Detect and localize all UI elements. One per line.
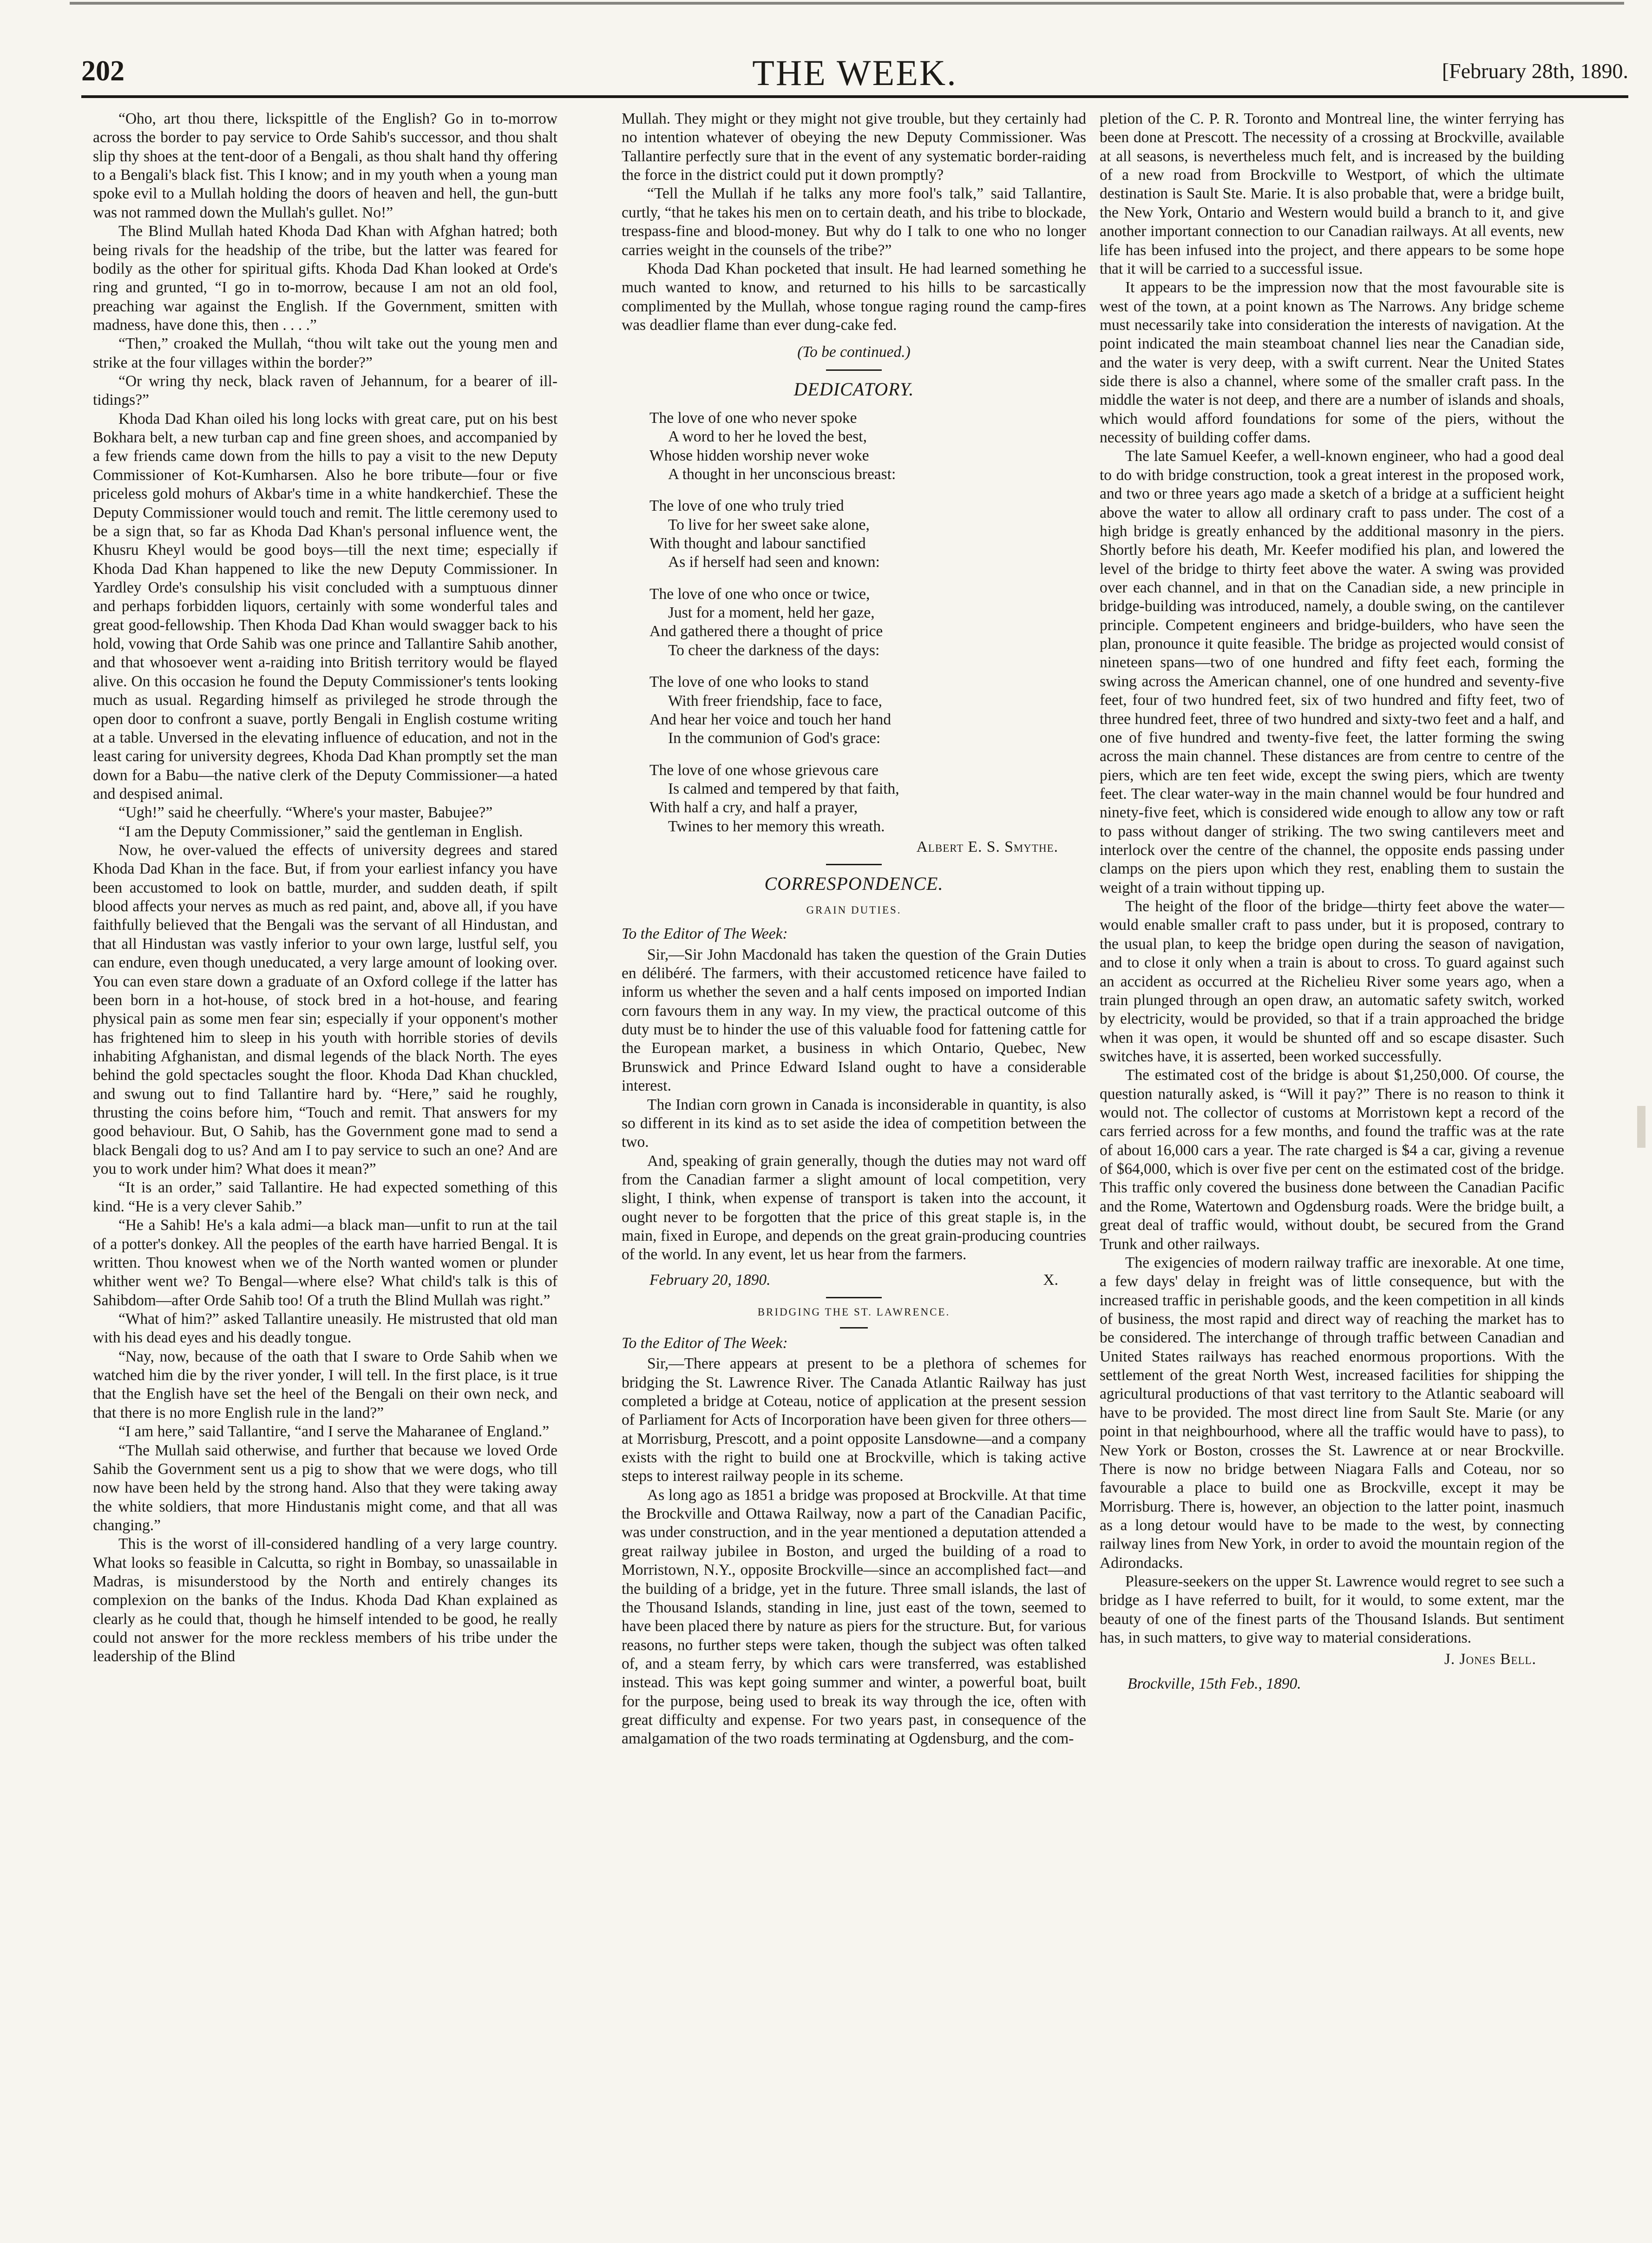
header-rule (81, 95, 1628, 98)
poem-stanza (649, 761, 1086, 836)
column-3 (1100, 110, 1564, 1693)
issue-date: [February 28th, 1890. (1442, 59, 1628, 83)
poem-stanza (649, 497, 1086, 572)
poem-stanza (649, 409, 1086, 484)
column-1 (93, 110, 557, 1666)
letter-title: BRIDGING THE ST. LAWRENCE. (757, 1306, 951, 1318)
correspondence-title: CORRESPONDENCE. (764, 873, 944, 895)
letter-paragraph: The exigencies of modern railway traffic are inexorable. At one time, a few days' delay in freight was of little consequence, but with the increased traffic in perishable goods, and the keen competition in all kinds of business, the most rapid and direct way of reaching the market has to be considered. The interchange of through traffic between Canadian and United States railways has reached enormous proportions. With the settlement of the great North West, increased facilities for shipping the agricultural productions of that vast territory to the Atlantic seaboard will have to be provided. The most direct line from Sault Ste. Marie (or any point in that neighbourhood, where all the traffic would have to pass), to New York or Boston, crosses the St. Lawrence at or near Brockville. There is now no bridge between Niagara Falls and Coteau, nor so favourable a place to build one as Brockville, except it may be Morrisburg. There is, however, an objection to the latter point, inasmuch as a long detour would have to be made to the west, by connecting railway lines from New York, in order to avoid the mountain region of the Adirondacks. (1100, 1254, 1564, 1572)
story-paragraph: The Blind Mullah hated Khoda Dad Khan with Afghan hatred; both being rivals for the headship of the tribe, but the latter was feared for bodily as the other for spiritual gifts. Khoda Dad Khan looked at Orde's ring and grunted, “I go in to-morrow, because I am not an old fool, preaching war against the English. If the Government, smitten with madness, have done this, then . . . .” (93, 223, 557, 334)
poem-stanza (649, 585, 1086, 660)
letter-paragraph: The height of the floor of the bridge—thirty feet above the water—would enable smaller craft to pass under, but it is proposed, contrary to the usual plan, to keep the bridge open during the season of navigation, and to close it only when a train is about to cross. To guard against such an accident as occurred at the Richelieu River some years ago, when a train plunged through an open draw, an automatic safety switch, worked by electricity, would be provided, so that if a train approached the bridge when it was open, it would be shunted off and so escape disaster. Such switches have, it is asserted, been worked successfully. (1100, 898, 1564, 1065)
story-paragraph: Khoda Dad Khan pocketed that insult. He had learned something he much wanted to know, and returned to his hills to be sarcastically complimented by the Mullah, whose tongue raging round the camp-fires was deadlier flame than ever dung-cake fed. (622, 260, 1086, 334)
story-paragraph: Now, he over-valued the effects of university degrees and stared Khoda Dad Khan in the face. But, if from your earliest infancy you have been accustomed to look on battle, murder, and sudden death, if spilt blood affects your nerves as much as red paint, and, above all, if you have faithfully believed that the Bengali was the servant of all Hindustan, and that all Hindustan was vastly inferior to your own large, lustful self, you can endure, even though uneducated, a very large amount of looking over. You can even stare down a graduate of an Oxford college if the latter has been born in a hot-house, of stock bred in a hot-house, and fearing physical pain as some men fear sin; especially if your opponent's mother has frightened him to sleep in his youth with horrible stories of devils inhabiting Afghanistan, and dismal legends of the black North. The eyes behind the gold spectacles sought the floor. Khoda Dad Khan chuckled, and swung out to find Tallantire hard by. “Here,” said he roughly, thrusting the coins before him, “Touch and remit. That answers for my good behaviour. But, O Sahib, has the Government gone mad to send a black Bengali dog to us? And am I to pay service to such an one? And are you to work under him? What does it mean?” (93, 842, 557, 1178)
story-paragraph: “Tell the Mullah if he talks any more fool's talk,” said Tallantire, curtly, “that he takes his men on to certain death, and his tribe to blockade, trespass-fine and blood-money. But why do I talk to one who no longer carries weight in the counsels of the tribe?” (622, 185, 1086, 259)
section-divider (826, 864, 882, 865)
poem-line: Twines to her memory this wreath. (668, 817, 885, 835)
story-paragraph: “I am the Deputy Commissioner,” said the gentleman in English. (118, 822, 523, 840)
story-paragraph: Mullah. They might or they might not give trouble, but they certainly had no intention whatever of obeying the new Deputy Commissioner. Was Tallantire perfectly sure that in the event of any systematic border-raiding the force in the district could put it down promptly? (622, 110, 1086, 184)
page-number: 202 (81, 55, 125, 87)
poem-line: Is calmed and tempered by that faith, (668, 780, 899, 797)
poem-line: As if herself had seen and known: (668, 553, 880, 571)
poem-line: Just for a moment, held her gaze, (668, 604, 875, 622)
section-divider (826, 369, 882, 371)
letter-paragraph: It appears to be the impression now that the most favourable site is west of the town, at a point known as The Narrows. Any bridge scheme must necessarily take into consideration the interests of navigation. At the point indicated the main steamboat channel lies near the Canadian side, and the water is very deep, with a swift current. Near the United States side there is also a channel, where some of the smaller craft pass. In the middle the water is not deep, and there are a number of islands and shoals, which would afford foundations for some of the piers, without the necessity of building coffer dams. (1100, 279, 1564, 447)
page-edge-mark (1637, 1106, 1645, 1148)
letter-salutation: To the Editor of The Week: (622, 925, 788, 943)
poem-stanza (649, 673, 1086, 748)
poem-line: To live for her sweet sake alone, (668, 516, 870, 533)
letter-signature: J. Jones Bell. (1444, 1651, 1536, 1668)
letter-signature: X. (1043, 1271, 1058, 1289)
letter-paragraph: Sir,—There appears at present to be a plethora of schemes for bridging the St. Lawrence River. The Canada Atlantic Railway has just completed a bridge at Coteau, notice of application at the present session of Parliament for Acts of Incorporation have been given for three others—at Morrisburg, Prescott, and a point opposite Lansdowne—and a company exists with the right to build one at Brockville, which is taking active steps to interest railway people in its scheme. (622, 1355, 1086, 1485)
poem (649, 409, 1086, 836)
story-paragraph: “It is an order,” said Tallantire. He had expected something of this kind. “He is a very clever Sahib.” (93, 1179, 557, 1215)
poem-line: With freer friendship, face to face, (668, 692, 882, 710)
poem-line: In the communion of God's grace: (668, 730, 881, 747)
poem-line: The love of one whose grievous care (649, 761, 879, 779)
poem-line: The love of one who truly tried (649, 497, 844, 515)
letter-paragraph: The estimated cost of the bridge is about $1,250,000. Of course, the question naturally asked, is “Will it pay?” There is no reason to think it would not. The collector of customs at Morristown kept a record of the cars ferried across for a few months, and found the traffic was at the rate of about 16,000 cars a year. The rate charged is $4 a car, giving a revenue of $64,000, which is over five per cent on the estimated cost of the bridge. This traffic only covered the business done between the Canadian Pacific and the Rome, Watertown and Ogdensburg roads. Were the bridge built, a great deal of traffic would, without doubt, be secured from the Grand Trunk and other railways. (1100, 1066, 1564, 1253)
story-paragraph: “Then,” croaked the Mullah, “thou wilt take out the young men and strike at the four villages within the border?” (93, 335, 557, 371)
journal-title: THE WEEK. (752, 53, 957, 93)
story-paragraph: “Ugh!” said he cheerfully. “Where's your master, Babujee?” (118, 804, 493, 822)
poem-line: The love of one who never spoke (649, 409, 857, 427)
story-paragraph: “Nay, now, because of the oath that I sware to Orde Sahib when we watched him die by the river yonder, I will tell. In the first place, is it true that the English have set the heel of the Bengali on their own neck, and that there is no more English rule in the land?” (93, 1348, 557, 1421)
poem-line: A word to her he loved the best, (668, 428, 867, 446)
poem-line: A thought in her unconscious breast: (668, 465, 896, 483)
section-divider (826, 1297, 882, 1298)
letter-signoff (649, 1271, 1058, 1289)
poem-line: The love of one who looks to stand (649, 673, 869, 691)
letter-paragraph: And, speaking of grain generally, though the duties may not ward off from the Canadian farmer a slight amount of local competition, very slight, I think, when expense of transport is taken into the account, it ought never to be forgotten that the price of this great staple is, in the main, fixed in Europe, and depends on the great grain-producing countries of the world. In any event, let us hear from the farmers. (622, 1152, 1086, 1263)
section-divider (840, 1327, 868, 1329)
page-header (81, 52, 1628, 108)
poem-line: And gathered there a thought of price (649, 623, 883, 640)
letter-paragraph: pletion of the C. P. R. Toronto and Montreal line, the winter ferrying has been done at Prescott. The necessity of a crossing at Brockville, available at all seasons, is nevertheless much felt, and is increased by the building of a new road from Brockville to Westport, of which the ultimate destination is Sault Ste. Marie. It is also probable that, were a bridge built, the New York, Ontario and Western would build a branch to it, and give another important connection to our Canadian railways. At all events, new life has been infused into the project, and there appears to be some hope that it will be carried to a successful issue. (1100, 110, 1564, 277)
poem-line: With thought and labour sanctified (649, 535, 866, 553)
story-paragraph: “Oho, art thou there, lickspittle of the English? Go in to-morrow across the border to pay service to Orde Sahib's successor, and thou shalt slip thy shoes at the tent-door of a Bengali, as thou shalt hand thy offering to a Bengali's black fist. This I know; and in my youth when a young man spoke evil to a Mullah holding the doors of heaven and hell, the gun-butt was not rammed down the Mullah's gullet. No!” (93, 110, 557, 221)
letter-paragraph: The late Samuel Keefer, a well-known engineer, who had a good deal to do with bridge construction, took a great interest in the proposed work, and two or three years ago made a sketch of a bridge at a sufficient height above the water to allow all ordinary craft to pass under. The cost of a high bridge is greatly enhanced by the additional masonry in the piers. Shortly before his death, Mr. Keefer modified his plan, and lowered the level of the bridge to thirty feet above the water. A swing was provided over each channel, and in that on the Canadian side, a new principle in bridge-building was introduced, namely, a double swing, on the cantilever principle. Competent engineers and bridge-builders, who have seen the plan, pronounce it quite feasible. The bridge as projected would consist of nineteen spans—two of one hundred and fifty feet each, forming the swing across the American channel, one of one hundred and seventy-five feet, four of two hundred feet, six of two hundred and fifty feet, two of three hundred feet, three of two hundred and sixty-two feet and a half, and one of five hundred and twenty-five feet, the latter forming the swing across the main channel. These distances are from centre to centre of the piers, which are ten feet wide, except the swing piers, which are twenty feet. The clear water-way in the main channel would be four hundred and ninety-five feet, which is considered wide enough to allow any tow or raft to pass without danger of striking. The two swing cantilevers meet and interlock over the centre of the channel, the opposite ends passing under clamps on the piers upon which they rest, enabling them to sustain the weight of a train without tipping up. (1100, 447, 1564, 896)
letter-paragraph: Pleasure-seekers on the upper St. Lawrence would regret to see such a bridge as I have referred to built, for it would, to some extent, mar the beauty of one of the finest parts of the Thousand Islands. But sentiment has, in such matters, to give way to material considerations. (1100, 1573, 1564, 1647)
to-be-continued: (To be continued.) (797, 343, 911, 361)
letter-date: February 20, 1890. (649, 1271, 771, 1289)
story-paragraph: “The Mullah said otherwise, and further that because we loved Orde Sahib the Government sent us a pig to show that we were dogs, who till now have been held by the strong hand. Also that they were taking away the white soldiers, that more Hindustanis might come, and that all was changing.” (93, 1441, 557, 1534)
letter-dateline: Brockville, 15th Feb., 1890. (1128, 1675, 1301, 1692)
column-2 (622, 110, 1086, 1749)
poem-line: And hear her voice and touch her hand (649, 710, 891, 728)
story-paragraph: Khoda Dad Khan oiled his long locks with great care, put on his best Bokhara belt, a new turban cap and fine green shoes, and accompanied by a few friends came down from the hills to pay a visit to the new Deputy Commissioner of Kot-Kumharsen. Also he bore tribute—four or five priceless gold mohurs of Akbar's time in a white handkerchief. These the Deputy Commissioner would touch and remit. The little ceremony used to be a sign that, so far as Khoda Dad Khan's personal influence went, the Khusru Kheyl would be good boys—till the next time; especially if Khoda Dad Khan happened to like the new Deputy Commissioner. In Yardley Orde's consulship his visit concluded with a sumptuous dinner and perhaps forbidden liquors, certainly with some wonderful tales and great good-fellowship. Then Khoda Dad Khan would swagger back to his hold, vowing that Orde Sahib was one prince and Tallantire Sahib another, and that whosoever went a-raiding into British territory would be flayed alive. On this occasion he found the Deputy Commissioner's tents looking much as usual. Regarding himself as privileged he strode through the open door to confront a suave, portly Bengali in English costume writing at a table. Unversed in the elevating influence of education, and not in the least caring for university degrees, Khoda Dad Khan promptly set the man down for a Babu—the native clerk of the Deputy Commissioner—a hated and despised animal. (93, 410, 557, 802)
story-paragraph: “He a Sahib! He's a kala admi—a black man—unfit to run at the tail of a potter's donkey. All the peoples of the earth have harried Bengal. It is written. Thou knowest when we of the North wanted women or plunder whither went we? To Bengal—where else? What child's talk is this of Sahibdom—after Orde Sahib too! Of a truth the Blind Mullah was right.” (93, 1217, 557, 1309)
story-paragraph: This is the worst of ill-considered handling of a very large country. What looks so feasible in Calcutta, so right in Bombay, so unassailable in Madras, is misunderstood by the North and entirely changes its complexion on the banks of the Indus. Khoda Dad Khan explained as clearly as he could that, though he himself intended to be good, he really could not answer for the more reckless members of his tribe under the leadership of the Blind (93, 1535, 557, 1665)
poem-line: With half a cry, and half a prayer, (649, 799, 858, 816)
letter-salutation: To the Editor of The Week: (622, 1334, 788, 1352)
letter-paragraph: The Indian corn grown in Canada is inconsiderable in quantity, is also so different in its kind as to set aside the idea of competition between the two. (622, 1096, 1086, 1151)
letter-title: GRAIN DUTIES. (806, 904, 902, 916)
top-edge-rule (70, 2, 1624, 5)
poem-title: DEDICATORY. (793, 378, 914, 400)
story-paragraph: “Or wring thy neck, black raven of Jehannum, for a bearer of ill-tidings?” (93, 373, 557, 409)
letter-paragraph: As long ago as 1851 a bridge was proposed at Brockville. At that time the Brockville and Ottawa Railway, now a part of the Canadian Pacific, was under construction, and in the year mentioned a deputation attended a great railway jubilee in Boston, and urged the building of a road to Morristown, N.Y., opposite Brockville—since an accomplished fact—and the building of a bridge, yet in the future. Three small islands, the last of the Thousand Islands, standing in line, just east of the town, seemed to have been placed there by nature as piers for the structure. But, for various reasons, no further steps were taken, though the subject was often talked of, and a steam ferry, by which cars were transferred, was established instead. This was kept going summer and winter, a powerful boat, built for the purpose, being used to break its way through the ice, often with great difficulty and expense. For two years past, in consequence of the amalgamation of the two roads terminating at Ogdensburg, and the com- (622, 1486, 1086, 1748)
letter-paragraph: Sir,—Sir John Macdonald has taken the question of the Grain Duties en délibéré. The farmers, with their accustomed reticence have failed to inform us whether the seven and a half cents imposed on imported Indian corn favours them in any way. In my view, the practical outcome of this duty must be to hinder the use of this valuable food for fattening cattle for the European market, a business in which Ontario, Quebec, New Brunswick and Prince Edward Island ought to have a considerable interest. (622, 946, 1086, 1095)
poem-line: To cheer the darkness of the days: (668, 641, 880, 659)
poem-line: The love of one who once or twice, (649, 585, 870, 603)
poem-author: Albert E. S. Smythe. (916, 838, 1058, 856)
story-paragraph: “I am here,” said Tallantire, “and I serve the Maharanee of England.” (118, 1423, 550, 1441)
story-paragraph: “What of him?” asked Tallantire uneasily. He mistrusted that old man with his dead eyes and his deadly tongue. (93, 1310, 557, 1347)
poem-line: Whose hidden worship never woke (649, 447, 869, 464)
